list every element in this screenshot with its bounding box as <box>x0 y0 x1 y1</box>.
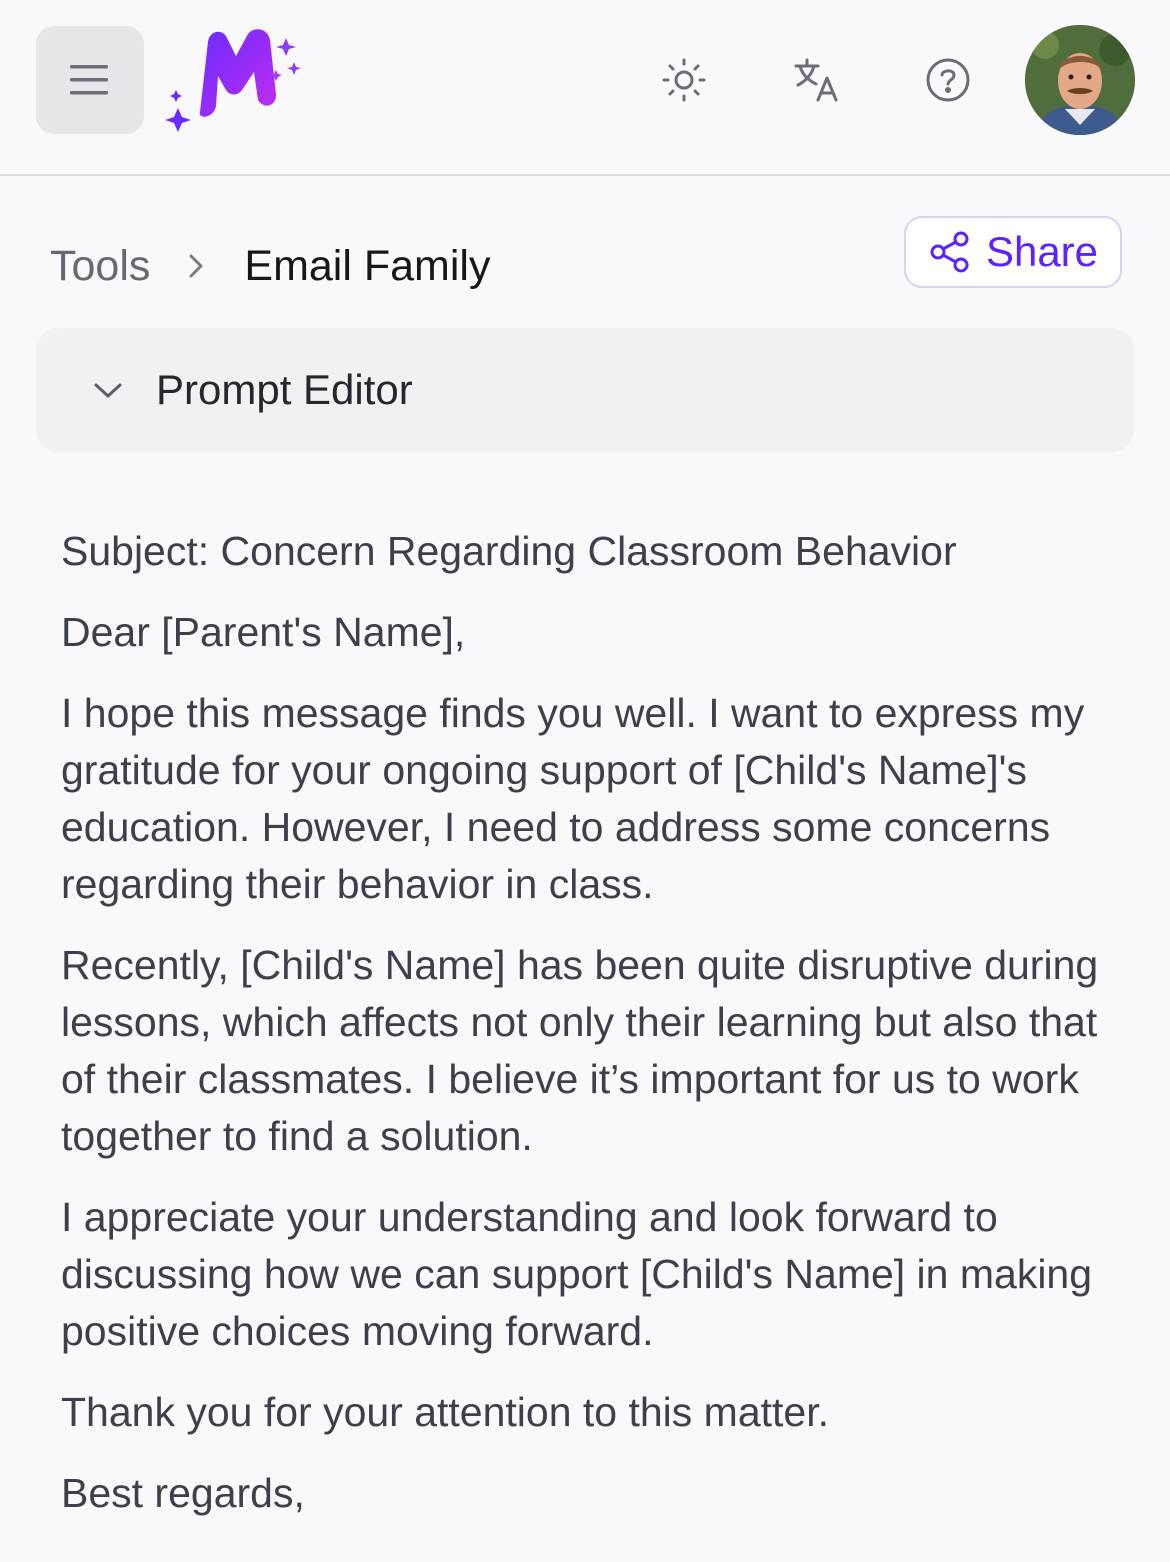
user-avatar[interactable] <box>1025 25 1135 135</box>
avatar-photo-icon <box>1025 25 1135 135</box>
hamburger-icon <box>70 65 110 95</box>
prompt-editor-toggle[interactable] <box>36 328 1134 452</box>
menu-button[interactable] <box>36 26 144 134</box>
magicschool-logo-icon <box>164 22 304 138</box>
email-paragraph: I appreciate your understanding and look forward to discussing how we can support [Child's Name] in making positive choices moving forward. <box>61 1194 1093 1354</box>
email-paragraph: Thank you for your attention to this matter. <box>61 1389 830 1435</box>
theme-toggle-button[interactable] <box>654 50 714 110</box>
help-circle-icon <box>924 56 972 104</box>
breadcrumb <box>50 238 490 294</box>
chevron-right-icon <box>186 250 206 282</box>
help-button[interactable] <box>918 50 978 110</box>
breadcrumb-current-page: Email Family <box>244 241 491 290</box>
generated-email <box>61 523 1131 1546</box>
email-subject: Subject: Concern Regarding Classroom Behavior <box>61 528 957 574</box>
share-button[interactable] <box>904 216 1122 288</box>
prompt-editor-label: Prompt Editor <box>156 366 413 413</box>
translate-button[interactable] <box>786 50 846 110</box>
share-icon <box>928 230 972 274</box>
email-closing: Best regards, <box>61 1470 305 1516</box>
sun-icon <box>660 56 708 104</box>
top-bar <box>0 0 1170 176</box>
email-paragraph: Recently, [Child's Name] has been quite disruptive during lessons, which affects not only their learning but also that of their classmates. I believe it’s important for us to work together to find a solution. <box>61 942 1099 1159</box>
email-paragraph: I hope this message finds you well. I want to express my gratitude for your ongoing support of [Child's Name]'s education. However, I need to address some concerns regarding their behavior in class. <box>61 690 1085 907</box>
chevron-down-icon <box>92 380 132 400</box>
brand-logo[interactable] <box>164 22 304 138</box>
translate-icon <box>790 54 842 106</box>
email-greeting: Dear [Parent's Name], <box>61 609 466 655</box>
breadcrumb-tools-link[interactable]: Tools <box>50 241 151 290</box>
share-label: Share <box>985 228 1099 275</box>
